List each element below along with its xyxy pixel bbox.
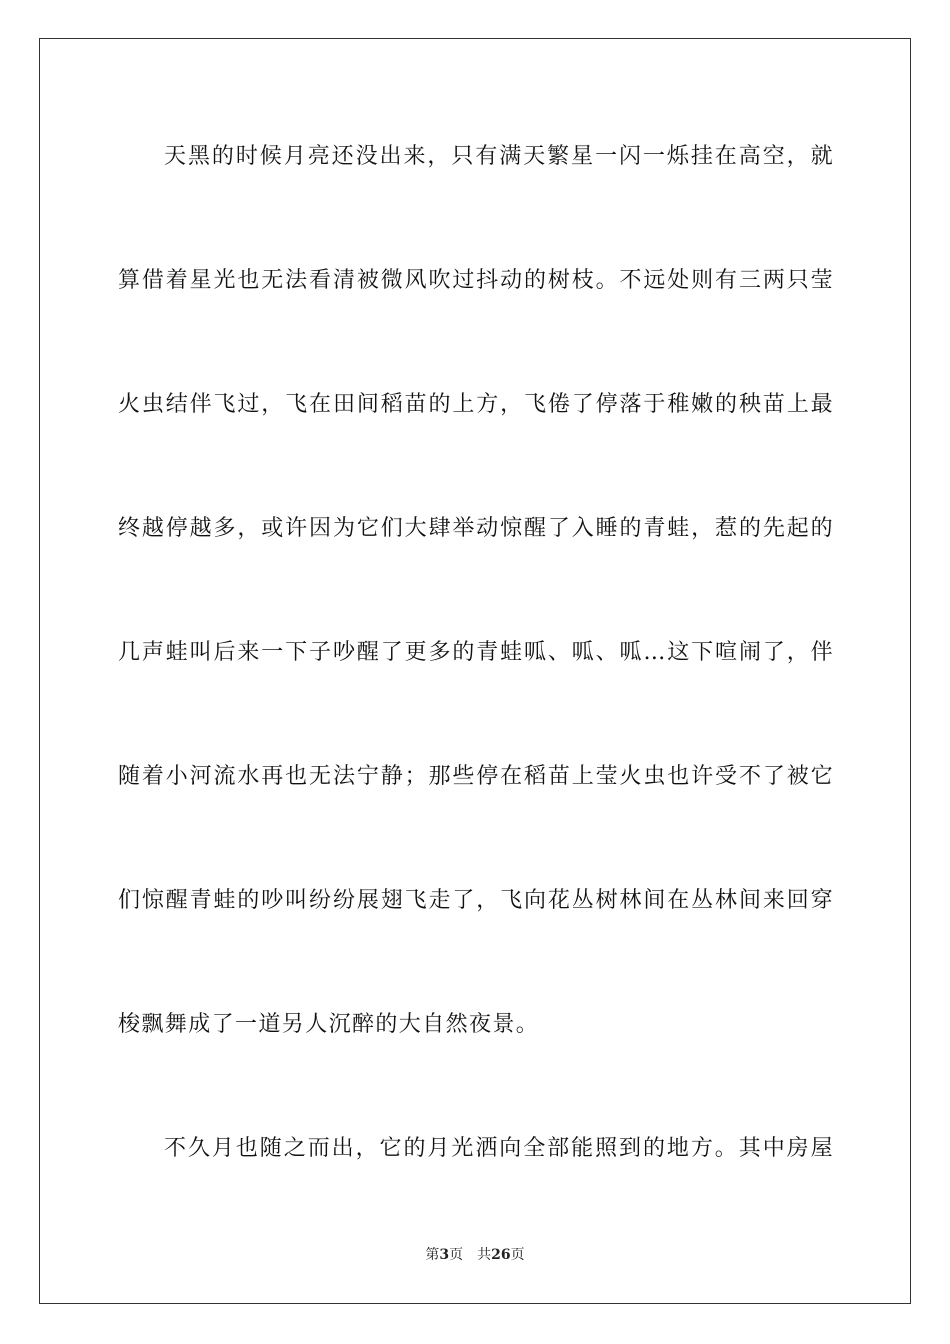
document-body (118, 126, 834, 1242)
paragraph-1-line-5: 几声蛙叫后来一下子吵醒了更多的青蛙呱、呱、呱…这下喧闹了，伴 (118, 640, 834, 665)
total-suffix: 页 (510, 1247, 525, 1263)
paragraph-2-line-1: 不久月也随之而出，它的月光洒向全部能照到的地方。其中房屋 (164, 1136, 834, 1161)
paragraph-1-line-6: 随着小河流水再也无法宁静；那些停在稻苗上莹火虫也许受不了被它 (118, 764, 834, 789)
page-suffix: 页 (449, 1247, 464, 1263)
paragraph-1-line-8: 梭飘舞成了一道另人沉醉的大自然夜景。 (118, 1012, 540, 1037)
paragraph-1-line-2: 算借着星光也无法看清被微风吹过抖动的树枝。不远处则有三两只莹 (118, 268, 834, 293)
paragraph-1-line-4: 终越停越多，或许因为它们大肆举动惊醒了入睡的青蛙，惹的先起的 (118, 516, 834, 541)
page-number: 3 (439, 1247, 450, 1263)
paragraph-1-line-7: 们惊醒青蛙的吵叫纷纷展翅飞走了，飞向花丛树林间在丛林间来回穿 (118, 888, 834, 913)
paragraph-1-line-3: 火虫结伴飞过，飞在田间稻苗的上方，飞倦了停落于稚嫩的秧苗上最 (118, 392, 834, 417)
page-prefix: 第 (425, 1247, 440, 1263)
total-pages: 26 (491, 1247, 511, 1263)
paragraph-1-line-1: 天黑的时候月亮还没出来，只有满天繁星一闪一烁挂在高空，就 (164, 144, 834, 169)
total-prefix: 共 (477, 1247, 492, 1263)
page-footer (0, 1244, 950, 1264)
